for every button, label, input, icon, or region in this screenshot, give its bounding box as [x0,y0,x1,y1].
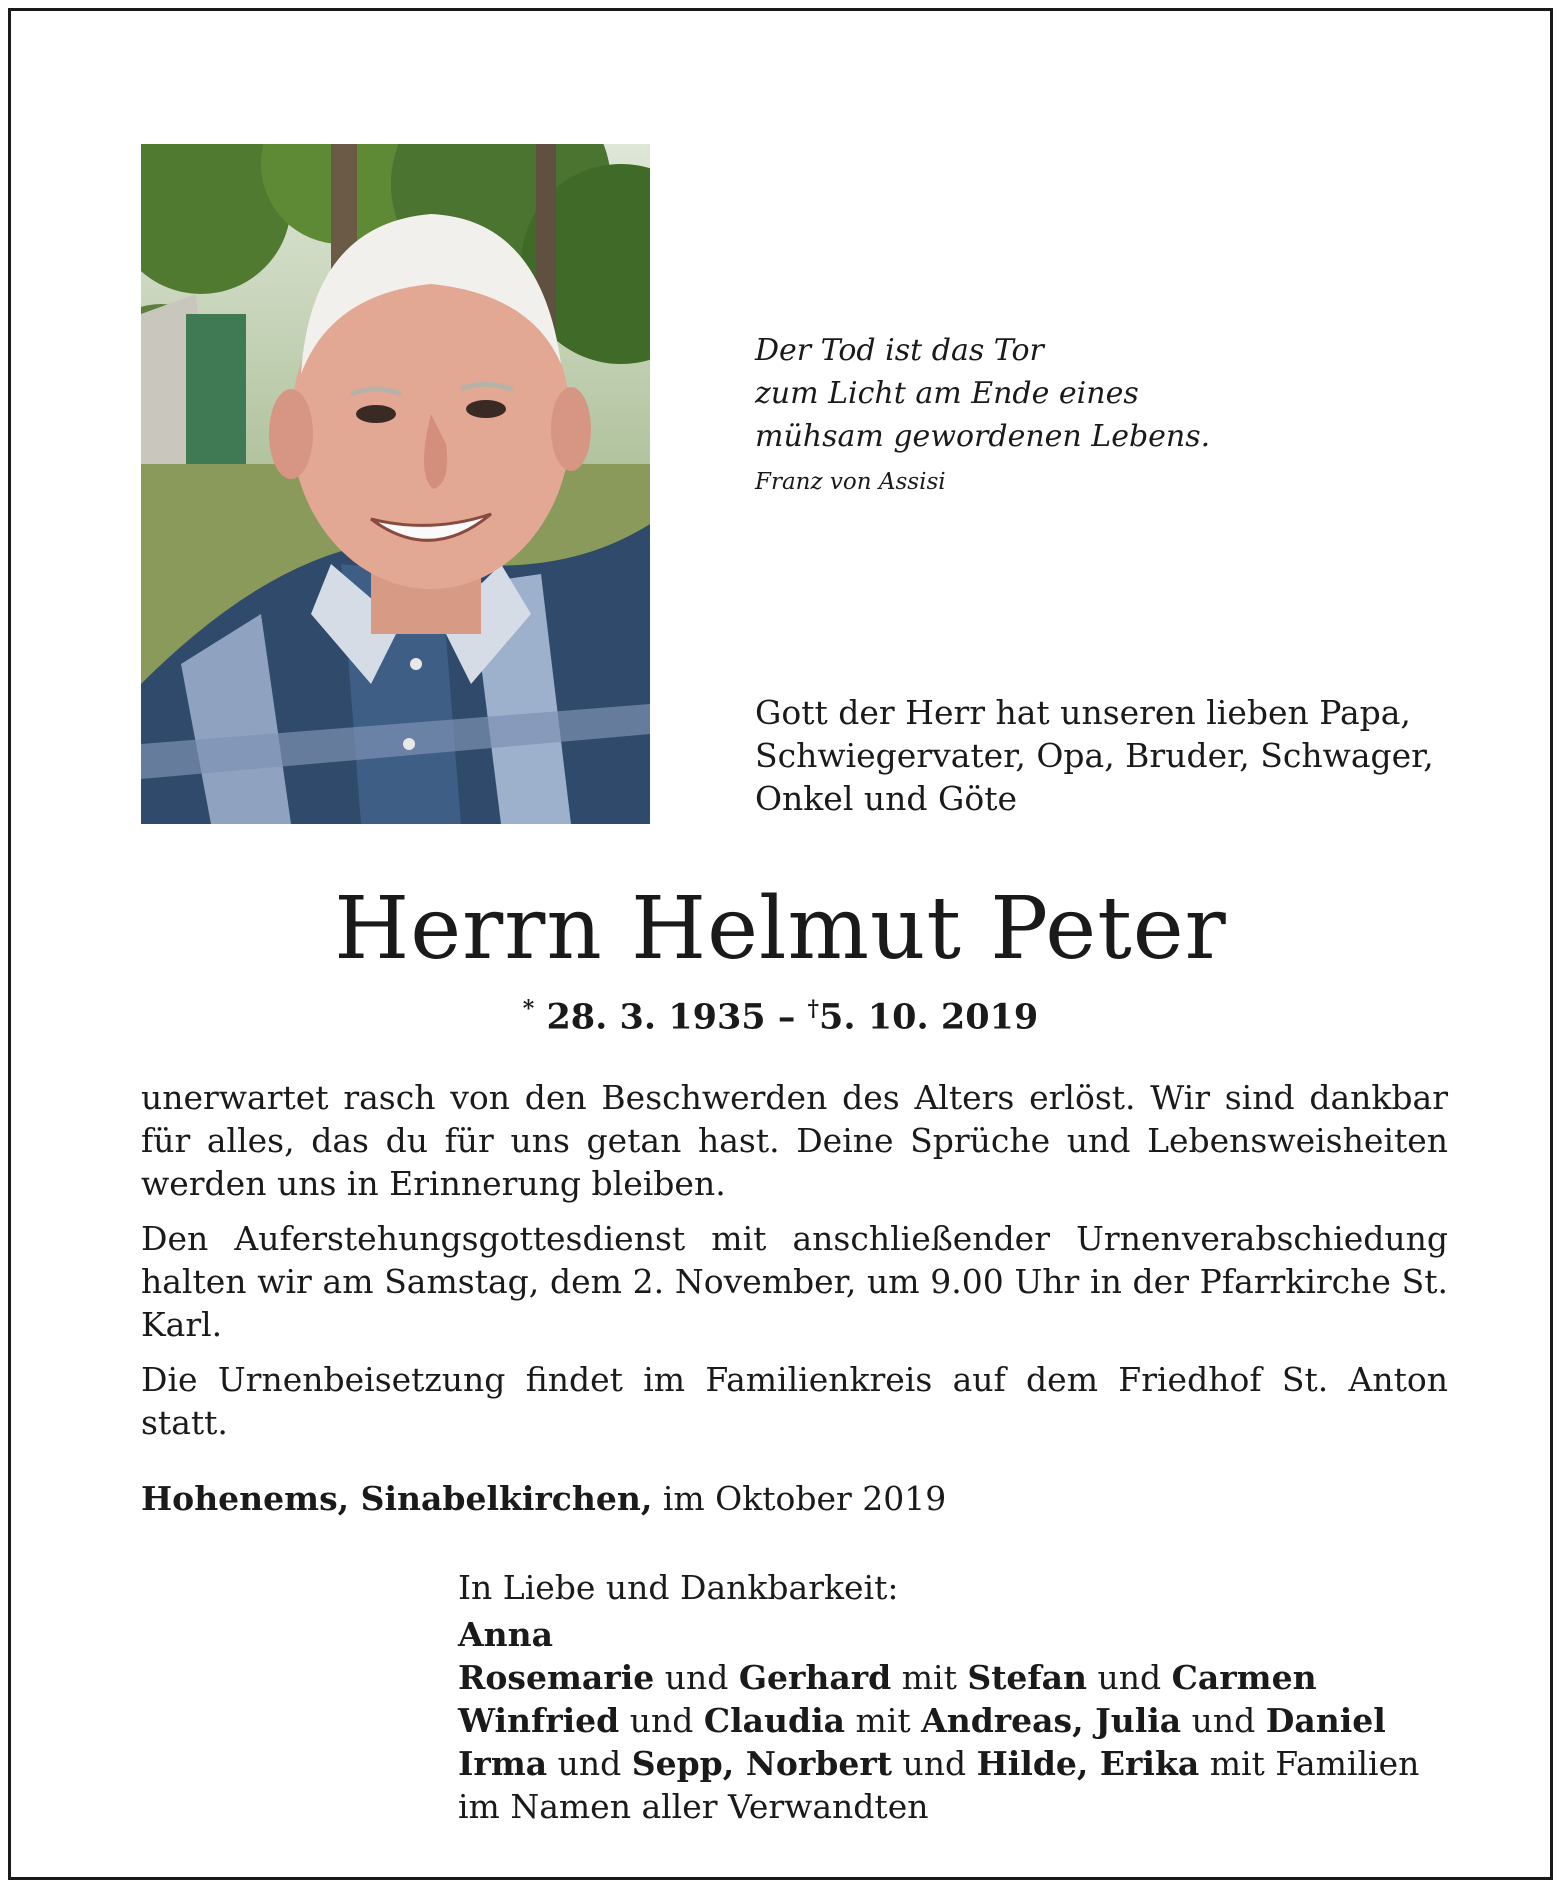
quote-line: mühsam gewordenen Lebens. [755,419,1211,454]
date-dash: – [777,996,796,1038]
place-towns: Hohenems, Sinabelkirchen, [141,1479,653,1518]
mourner-name: Andreas, Julia [921,1701,1182,1740]
deceased-name: Herrn Helmut Peter [334,879,1227,979]
mourners-closing: im Namen aller Verwandten [458,1787,929,1826]
mourner-name: Sepp, Norbert [631,1744,892,1783]
quote-author: Franz von Assisi [755,469,946,495]
obituary-body [141,1076,1448,1456]
place-date: im Oktober 2019 [662,1479,947,1518]
intro-line: Onkel und Göte [755,779,1018,818]
mourner-name: Anna [458,1615,553,1654]
connector: und [891,1744,977,1783]
connector: mit [891,1658,968,1697]
quote-line: Der Tod ist das Tor [755,333,1044,368]
mourner-name: Hilde, Erika [976,1744,1200,1783]
mourner-name: Carmen [1171,1658,1317,1697]
birth-symbol: * [522,996,535,1022]
intro-text [755,691,1475,820]
mourners-line [458,1613,1419,1656]
mourners-line [458,1699,1419,1742]
mourner-name: Stefan [967,1658,1088,1697]
place-and-date [141,1479,946,1518]
mourners-line [458,1656,1419,1699]
life-dates [11,996,1550,1038]
connector: und [1087,1658,1172,1697]
body-paragraph: Den Auferstehungsgottesdienst mit anschließender Urnenverabschiedung halten wir am Samstag, dem 2. November, um 9.00 Uhr in der Pfarrkirche St. Karl. [141,1219,1448,1344]
mourner-name: Gerhard [738,1658,892,1697]
mourner-name: Irma [458,1744,548,1783]
mourners-heading: In Liebe und Dankbarkeit: [458,1568,899,1607]
birth-date: 28. 3. 1935 [546,996,766,1038]
portrait-illustration [141,144,650,824]
connector: und [654,1658,739,1697]
intro-line: Schwiegervater, Opa, Bruder, Schwager, [755,736,1434,775]
connector: und [1181,1701,1266,1740]
mourners [458,1566,1419,1828]
connector: mit Familien [1199,1744,1420,1783]
mourner-name: Claudia [703,1701,845,1740]
quote-line: zum Licht am Ende eines [755,376,1139,411]
quote [755,329,1455,458]
death-symbol: † [807,996,820,1022]
mourner-name: Winfried [458,1701,620,1740]
connector: mit [845,1701,922,1740]
death-date: 5. 10. 2019 [819,996,1039,1038]
connector: und [619,1701,704,1740]
mourners-line [458,1742,1419,1785]
body-paragraph: unerwartet rasch von den Beschwerden des Alters erlöst. Wir sind dankbar für alles, das du für uns getan hast. Deine Sprüche und Lebensweisheiten werden uns in Erinnerung bleiben. [141,1078,1448,1203]
obituary-frame [8,8,1553,1880]
intro-line: Gott der Herr hat unseren lieben Papa, [755,693,1411,732]
portrait-photo [141,144,650,824]
connector: und [547,1744,632,1783]
mourner-name: Rosemarie [458,1658,655,1697]
body-paragraph: Die Urnenbeisetzung findet im Familienkreis auf dem Friedhof St. Anton statt. [141,1360,1448,1442]
mourner-name: Daniel [1265,1701,1386,1740]
